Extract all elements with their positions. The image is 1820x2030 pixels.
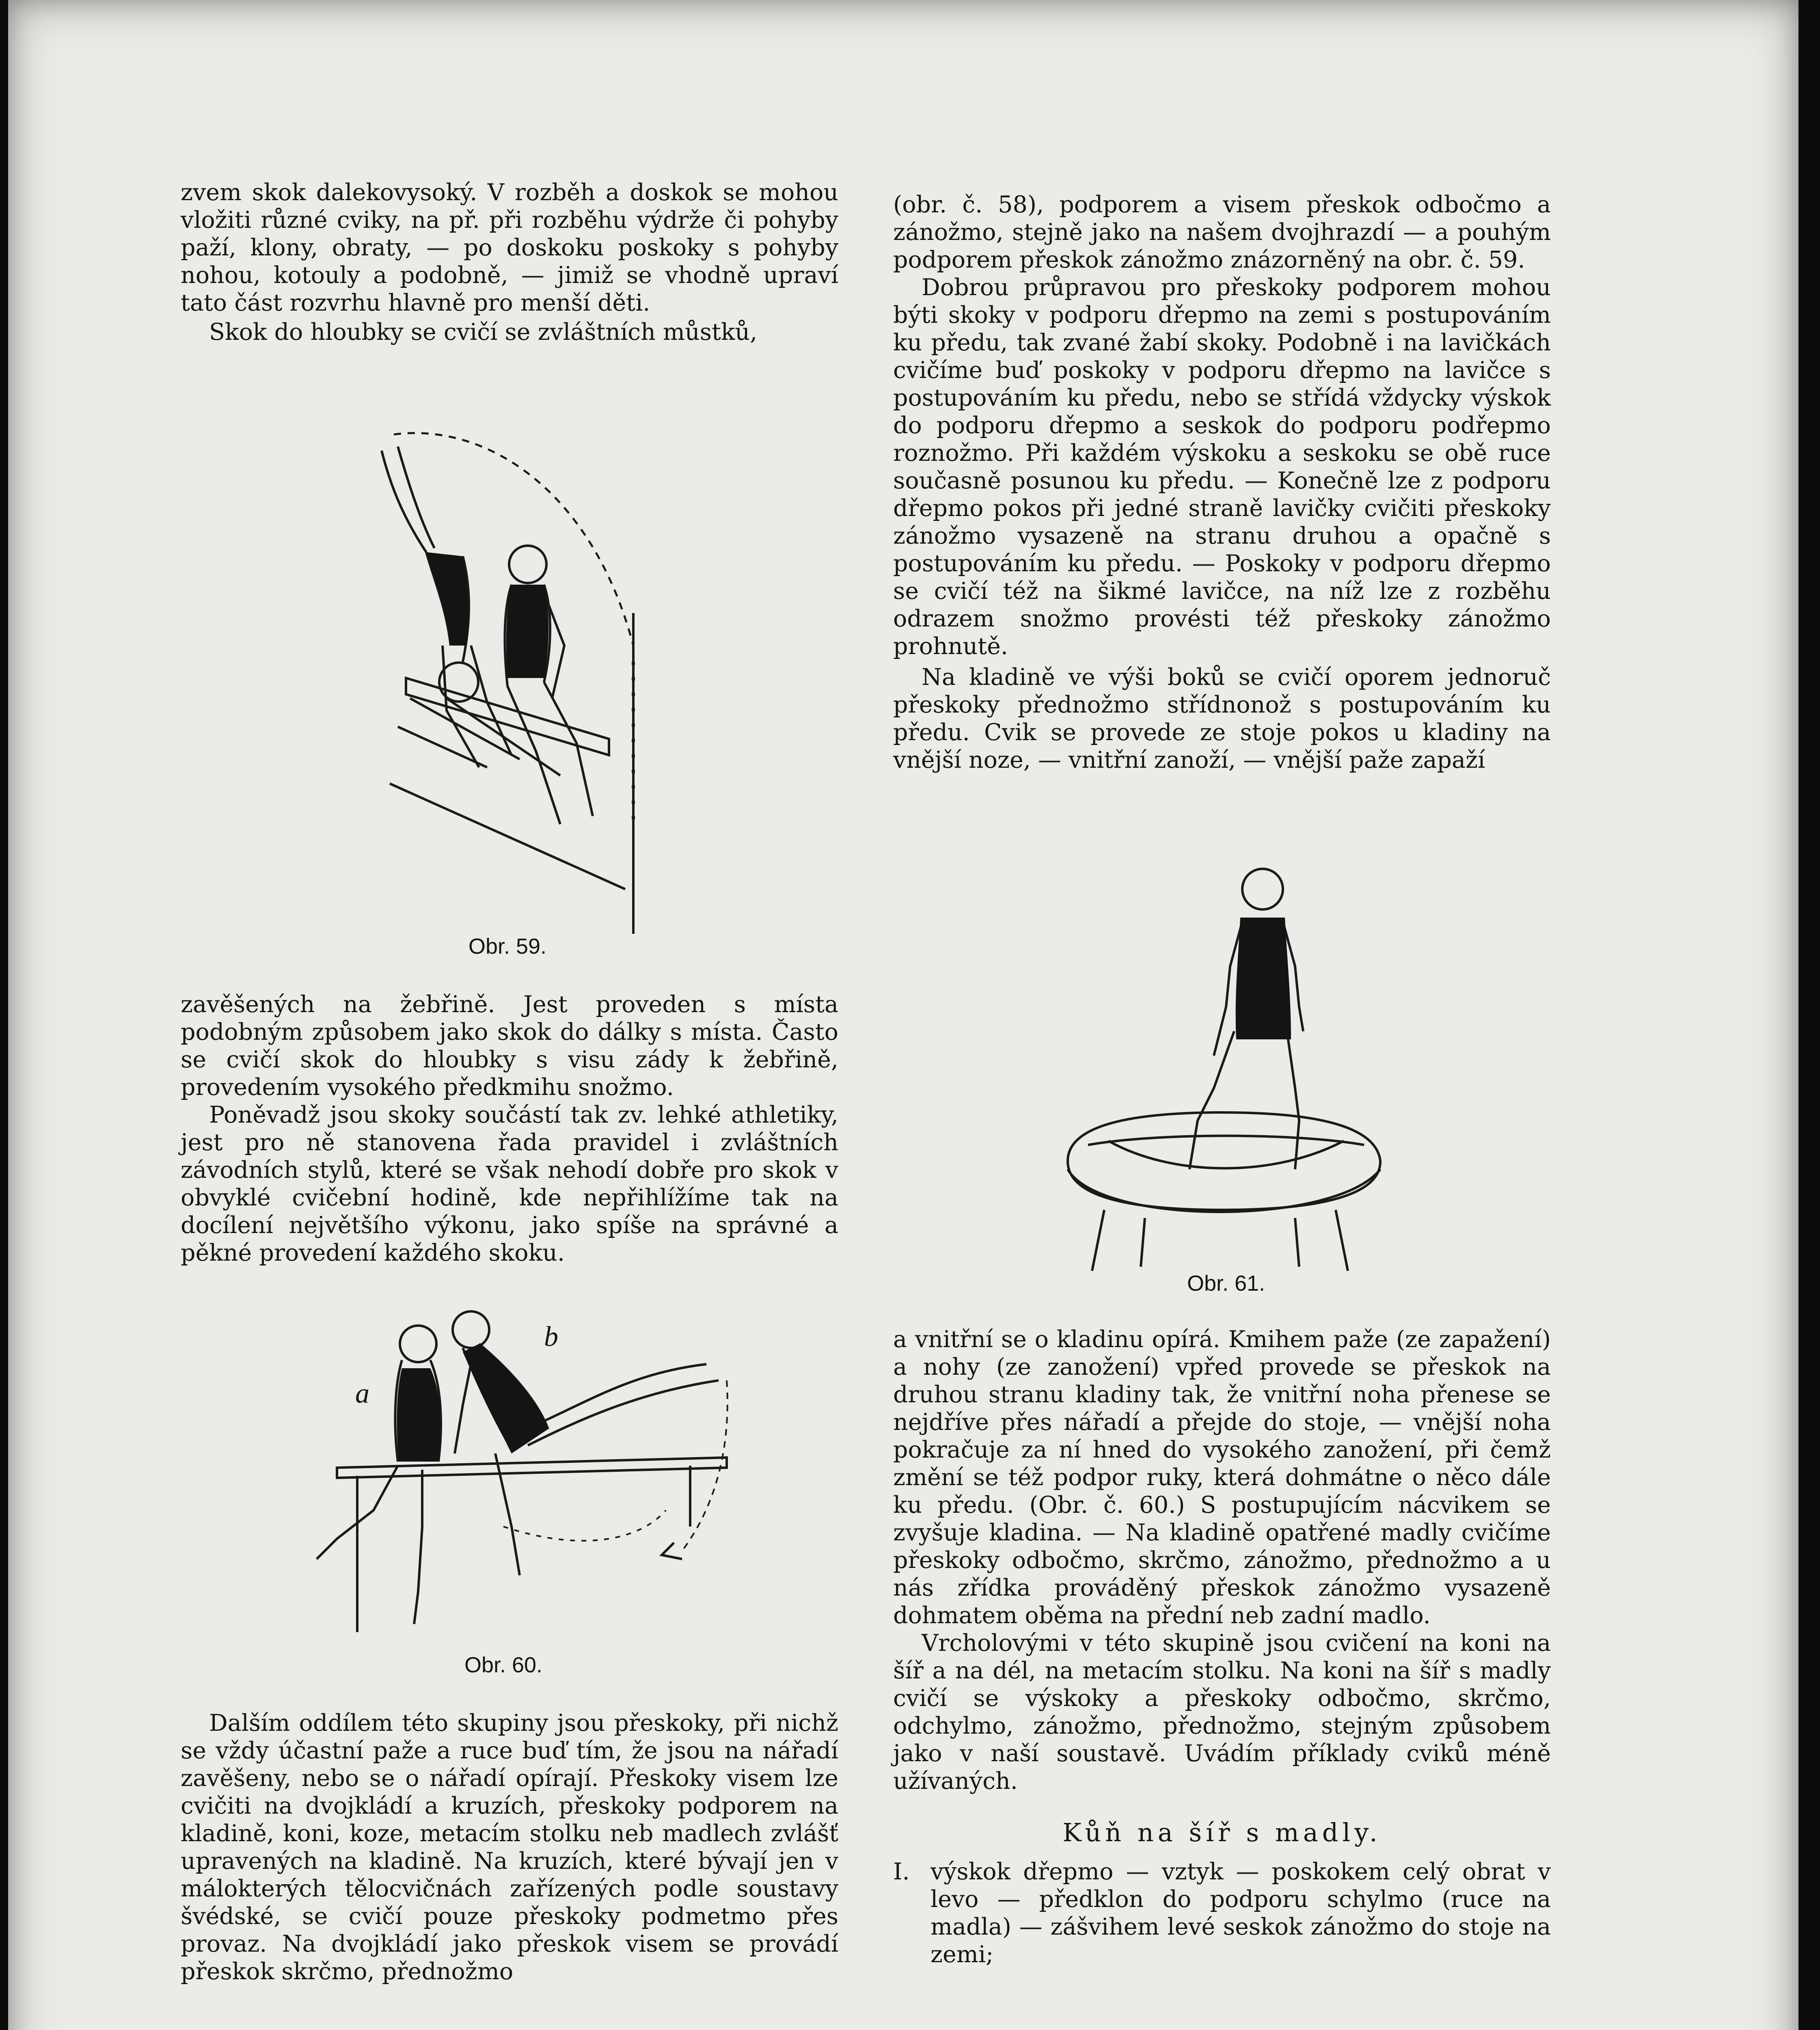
right-paragraph-3: Na kladině ve výši boků se cvičí oporem jednoruč přeskoky přednožmo střídnonož s postupováním ku předu. Cvik se provede ze stoje pokos u kladiny na vnější noze, — vnitřní zanoží, — vnější paže zapaží	[893, 664, 1551, 773]
left-column-bottom	[181, 1709, 838, 1985]
right-paragraph-2: Dobrou průpravou pro přeskoky podporem mohou býti skoky v podporu dřepmo na zemi s postupováním ku předu, tak zvané žabí skoky. Podobně i na lavičkách cvičíme buď poskoky v podporu dřepmo na lavičce s postupováním ku předu, nebo se střídá vždycky výskok do podporu dřepmo a seskok do podporu podřepmo roznožmo. Při každém výskoku a seskoku se obě ruce současně posunou ku předu. — Konečně lze z podporu dřepmo pokos při jedné straně lavičky cvičiti přeskoky zánožmo vysazeně na stranu druhou a opačně s postupováním ku předu. — Poskoky v podporu dřepmo se cvičí též na šikmé lavičce, na níž lze z rozběhu odrazem snožmo provésti též přeskoky zánožmo prohnutě.	[893, 274, 1551, 660]
figure-61-drawing	[1051, 861, 1393, 1275]
figure-59-caption: Obr. 59.	[468, 934, 547, 959]
right-column-top	[893, 191, 1551, 774]
left-paragraph-5: Dalším oddílem této skupiny jsou přeskoky, při nichž se vždy účastní paže a ruce buď tím, že jsou na nářadí zavěšeny, nebo se o nářadí opírají. Přeskoky visem lze cvičiti na dvojkládí a kruzích, přeskoky podporem na kladině, koni, koze, metacím stolku neb madlech zvlášť upravených na kladině. Na kruzích, které bývají jen v málokterých tělocvičnách zařízených podle soustavy švédské, se cvičí pouze přeskoky podmetmo přes provaz. Na dvojkládí jako přeskok visem se provádí přeskok skrčmo, přednožmo	[181, 1710, 838, 1985]
left-paragraph-1: zvem skok dalekovysoký. V rozběh a doskok se mohou vložiti různé cviky, na př. při rozběhu výdrže či pohyby paží, klony, obraty, — po doskoku poskoky s pohyby nohou, kotouly a podobně, — jimiž se vhodně upraví tato část rozvrhu hlavně pro menší děti.	[181, 179, 838, 316]
left-column-top	[181, 179, 838, 346]
right-paragraph-5: Vrcholovými v této skupině jsou cvičení na koni na šíř a na dél, na metacím stolku. Na koni na šíř s madly cvičí se výskoky a přeskoky odbočmo, skrčmo, odchylmo, zánožmo, přednožmo, stejným způsobem jako v naší soustavě. Uvádím příklady cviků méně užívaných.	[893, 1630, 1551, 1795]
list-item-text: výskok dřepmo — vztyk — poskokem celý obrat v levo — předklon do podporu schylmo (ruce na madla) — zášvihem levé seskok zánožmo do stoje na zemi;	[931, 1858, 1551, 1968]
right-column-bottom	[893, 1326, 1551, 1968]
figure-60-label-b: b	[544, 1321, 558, 1352]
figure-60-caption: Obr. 60.	[464, 1653, 543, 1677]
left-paragraph-4: Poněvadž jsou skoky součástí tak zv. lehké athletiky, jest pro ně stanovena řada pravidel i zvláštních závodních stylů, které se však nehodí dobře pro skok v obvyklé cvičební hodině, kde nepřihlížíme tak na docílení největšího výkonu, jako spíše na správné a pěkné provedení každého skoku.	[181, 1101, 838, 1266]
list-item-number: I.	[893, 1858, 910, 1885]
figure-59-illustration	[365, 418, 674, 942]
right-paragraph-4: a vnitřní se o kladinu opírá. Kmihem paže (ze zapažení) a nohy (ze zanožení) vpřed provede se přeskok na druhou stranu kladiny tak, že vnitřní noha přenese se nejdříve přes nářadí a přejde do stoje, — vnější noha pokračuje za ní hned do vysokého zanožení, při čemž změní se též podpor ruky, která dohmátne o něco dále ku předu. (Obr. č. 60.) S postupujícím nácvikem se zvyšuje kladina. — Na kladině opatřené madly cvičíme přeskoky odbočmo, skrčmo, zánožmo, přednožmo a u nás zřídka prováděný přeskok zánožmo vysazeně dohmatem oběma na přední neb zadní madlo.	[893, 1326, 1551, 1629]
figure-61-illustration	[1051, 861, 1393, 1275]
figure-60-illustration	[252, 1299, 739, 1648]
section-heading: Kůň na šíř s madly.	[1062, 1818, 1382, 1847]
list-item	[893, 1858, 1551, 1968]
figure-59-drawing	[365, 418, 674, 942]
figure-60-drawing	[252, 1299, 739, 1648]
left-column-middle	[181, 991, 838, 1267]
right-paragraph-1: (obr. č. 58), podporem a visem přeskok odbočmo a zánožmo, stejně jako na našem dvojhrazdí — a pouhým podporem přeskok zánožmo znázorněný na obr. č. 59.	[893, 191, 1551, 273]
left-paragraph-3: zavěšených na žebřině. Jest proveden s místa podobným způsobem jako skok do dálky s místa. Často se cvičí skok do hloubky s visu zády k žebřině, provedením vysokého předkmihu snožmo.	[181, 991, 838, 1101]
figure-60-label-a: a	[355, 1378, 369, 1409]
left-paragraph-2: Skok do hloubky se cvičí se zvláštních můstků,	[209, 319, 758, 346]
figure-61-caption: Obr. 61.	[1187, 1271, 1265, 1296]
book-page	[8, 0, 1798, 2030]
